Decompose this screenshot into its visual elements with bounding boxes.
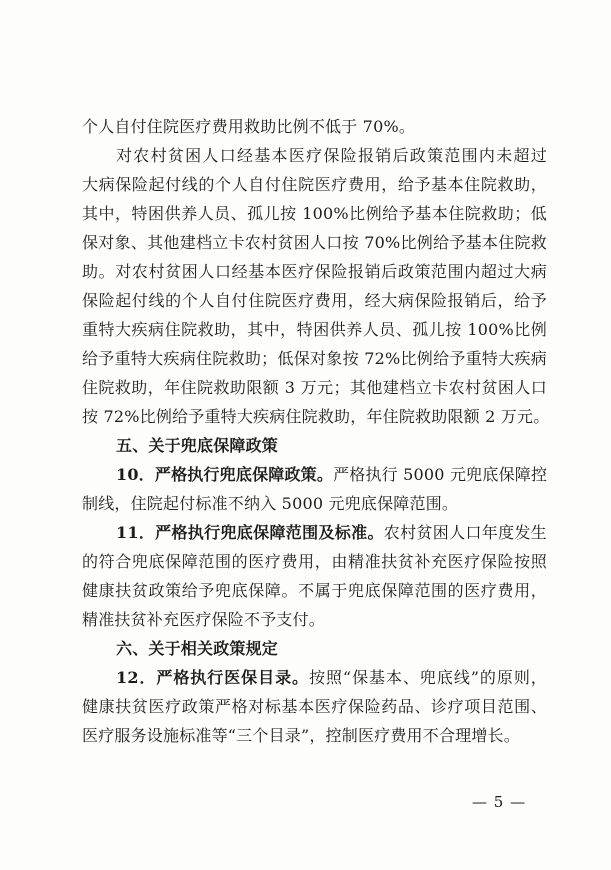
paragraph-line: 其中，特困供养人员、孤儿按 100%比例给予基本住院救助；低 (82, 204, 547, 223)
document-body (82, 112, 550, 750)
paragraph-line: 保对象、其他建档立卡农村贫困人口按 70%比例给予基本住院救 (82, 233, 547, 252)
paragraph-line: 对农村贫困人口经基本医疗保险报销后政策范围内未超过 (116, 146, 547, 165)
paragraph-line: 保险起付线的个人自付住院医疗费用，经大病保险报销后，给予 (82, 291, 547, 310)
paragraph-line: 按 72%比例给予重特大疾病住院救助，年住院救助限额 2 万元。 (82, 407, 550, 426)
paragraph-line: 的符合兜底保障范围的医疗费用，由精准扶贫补充医疗保险按照 (82, 552, 547, 571)
item-title: 严格执行医保目录。 (156, 668, 310, 687)
paragraph-line: 助。对农村贫困人口经基本医疗保险报销后政策范围内超过大病 (82, 262, 547, 281)
paragraph-line: 住院救助，年住院救助限额 3 万元；其他建档立卡农村贫困人口 (82, 378, 547, 397)
paragraph-line: 健康扶贫医疗政策严格对标基本医疗保险药品、诊疗项目范围、 (82, 697, 547, 716)
paragraph-line: 大病保险起付线的个人自付住院医疗费用，给予基本住院救助， (82, 175, 547, 194)
item-11-line (82, 518, 547, 547)
paragraph-line: 制线，住院起付标准不纳入 5000 元兜底保障范围。 (82, 494, 459, 513)
item-text: 农村贫困人口年度发生 (383, 523, 547, 542)
paragraph-line: 健康扶贫政策给予兜底保障。不属于兜底保障范围的医疗费用， (82, 581, 547, 600)
item-text: 严格执行 5000 元兜底保障控 (333, 465, 548, 484)
paragraph-line: 医疗服务设施标准等“三个目录”，控制医疗费用不合理增长。 (82, 726, 520, 745)
item-12-line (82, 663, 547, 692)
page-number: — 5 — (472, 793, 527, 811)
section-heading: 五、关于兜底保障政策 (116, 436, 279, 455)
item-title: 严格执行兜底保障范围及标准。 (155, 523, 384, 542)
item-title: 严格执行兜底保障政策。 (154, 465, 334, 484)
item-10-line (82, 460, 547, 489)
paragraph-line: 个人自付住院医疗费用救助比例不低于 70%。 (82, 117, 416, 136)
item-number: 10． (116, 465, 155, 484)
section-heading: 六、关于相关政策规定 (116, 639, 279, 658)
item-number: 11． (116, 523, 156, 542)
paragraph-line: 给予重特大疾病住院救助；低保对象按 72%比例给予重特大疾病 (82, 349, 547, 368)
item-number: 12． (116, 668, 157, 687)
paragraph-line: 重特大疾病住院救助，其中，特困供养人员、孤儿按 100%比例 (82, 320, 547, 339)
item-text: 按照“保基本、兜底线”的原则， (309, 668, 547, 687)
paragraph-line: 精准扶贫补充医疗保险不予支付。 (82, 610, 326, 629)
